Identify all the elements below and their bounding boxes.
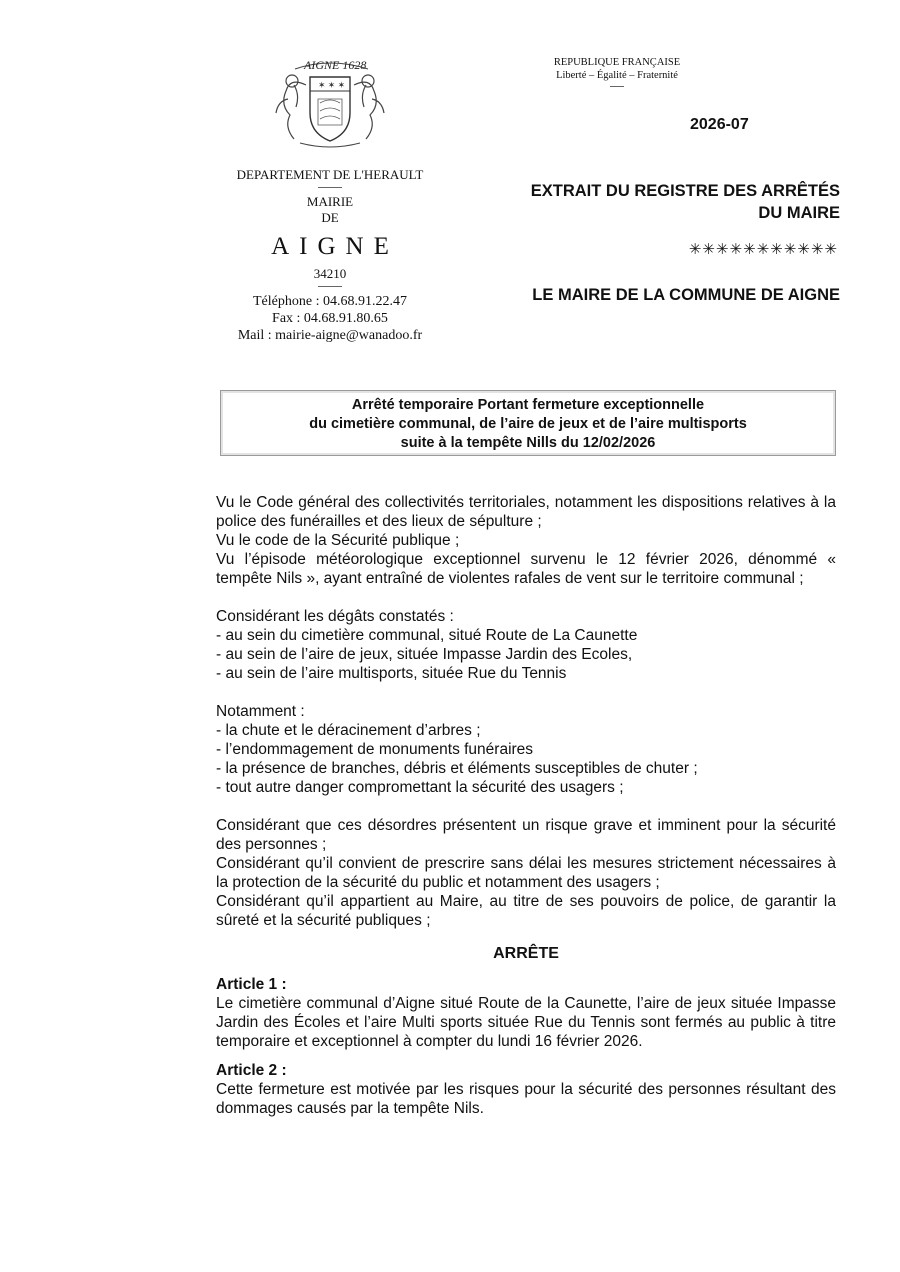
town-crest-logo — [250, 55, 410, 155]
list-item: - tout autre danger compromettant la sécurité des usagers ; — [216, 779, 624, 796]
phone-number: Téléphone : 04.68.91.22.47 — [253, 294, 407, 309]
de-label: DE — [321, 210, 339, 225]
considerant-risque: Considérant que ces désordres présentent un risque grave et imminent pour la sécurité des personnes ; — [216, 817, 836, 853]
list-item: - l’endommagement de monuments funéraires — [216, 741, 534, 758]
arrete-body — [216, 493, 836, 1118]
postcode: 34210 — [313, 266, 347, 281]
mairie-header — [210, 55, 450, 344]
arrete-number: 2026-07 — [690, 116, 749, 133]
title-line1: Arrêté temporaire Portant fermeture exceptionnelle — [351, 397, 705, 413]
article1-text: Le cimetière communal d’Aigne situé Route de la Caunette, l’aire de jeux située Impasse Jardin des Écoles et l’aire Multi sports située Rue du Tennis sont fermés au public à titre temporaire et exceptionnel à compter du lundi 16 février 2026. — [216, 995, 836, 1050]
mail-address: Mail : mairie-aigne@wanadoo.fr — [237, 328, 423, 343]
svg-text:AIGNE 1628: AIGNE 1628 — [304, 58, 367, 72]
mairie-label: MAIRIE — [306, 194, 354, 209]
list-item: - au sein du cimetière communal, situé Route de La Caunette — [216, 627, 638, 644]
article1-title: Article 1 : — [216, 976, 287, 993]
fax-number: Fax : 04.68.91.80.65 — [272, 311, 388, 326]
vu-code-cgct: Vu le Code général des collectivités territoriales, notamment les dispositions relatives à la police des funérailles et des lieux de sépulture ; — [216, 494, 836, 530]
svg-text:✶ ✶ ✶: ✶ ✶ ✶ — [318, 80, 346, 90]
title-line2: du cimetière communal, de l’aire de jeux et de l’aire multisports — [309, 416, 747, 432]
list-item: - la chute et le déracinement d’arbres ; — [216, 722, 481, 739]
title-line3: suite à la tempête Nills du 12/02/2026 — [400, 435, 656, 451]
register-title-line2: DU MAIRE — [758, 204, 840, 222]
article2-text: Cette fermeture est motivée par les risques pour la sécurité des personnes résultant des dommages causés par la tempête Nils. — [216, 1081, 836, 1117]
republic-label: REPUBLIQUE FRANÇAISE — [553, 57, 681, 68]
considerant-pouvoirs: Considérant qu’il appartient au Maire, au titre de ses pouvoirs de police, de garantir la sûreté et la sécurité publiques ; — [216, 893, 836, 929]
vu-episode-meteo: Vu l’épisode météorologique exceptionnel survenu le 12 février 2026, dénommé « tempête Nils », ayant entraîné de violentes rafales de vent sur le territoire communal ; — [216, 551, 836, 587]
arrete-title-box — [220, 390, 836, 456]
department-label: DEPARTEMENT DE L'HERAULT — [236, 167, 424, 182]
considerant-degats: Considérant les dégâts constatés : — [216, 608, 454, 625]
maire-title: LE MAIRE DE LA COMMUNE DE AIGNE — [532, 286, 840, 304]
divider — [610, 86, 624, 87]
vu-securite-publique: Vu le code de la Sécurité publique ; — [216, 532, 460, 549]
arrete-heading: ARRÊTE — [493, 945, 559, 962]
town-name: AIGNE — [271, 233, 399, 260]
republic-motto: Liberté – Égalité – Fraternité — [556, 70, 678, 81]
considerant-mesures: Considérant qu’il convient de prescrire sans délai les mesures strictement nécessaires à la protection de la sécurité du public et notamment des usagers ; — [216, 855, 836, 891]
divider — [318, 286, 342, 287]
list-item: - au sein de l’aire de jeux, située Impasse Jardin des Ecoles, — [216, 646, 633, 663]
divider — [318, 187, 342, 188]
register-title-line1: EXTRAIT DU REGISTRE DES ARRÊTÉS — [530, 182, 840, 200]
list-item: - la présence de branches, débris et éléments susceptibles de chuter ; — [216, 760, 698, 777]
register-title — [490, 180, 840, 224]
arrete-header — [490, 56, 840, 316]
notamment-label: Notamment : — [216, 703, 305, 720]
republic-block — [492, 56, 742, 87]
list-item: - au sein de l’aire multisports, située Rue du Tennis — [216, 665, 567, 682]
star-separator: ✳✳✳✳✳✳✳✳✳✳✳ — [688, 241, 838, 258]
article2-title: Article 2 : — [216, 1062, 287, 1079]
